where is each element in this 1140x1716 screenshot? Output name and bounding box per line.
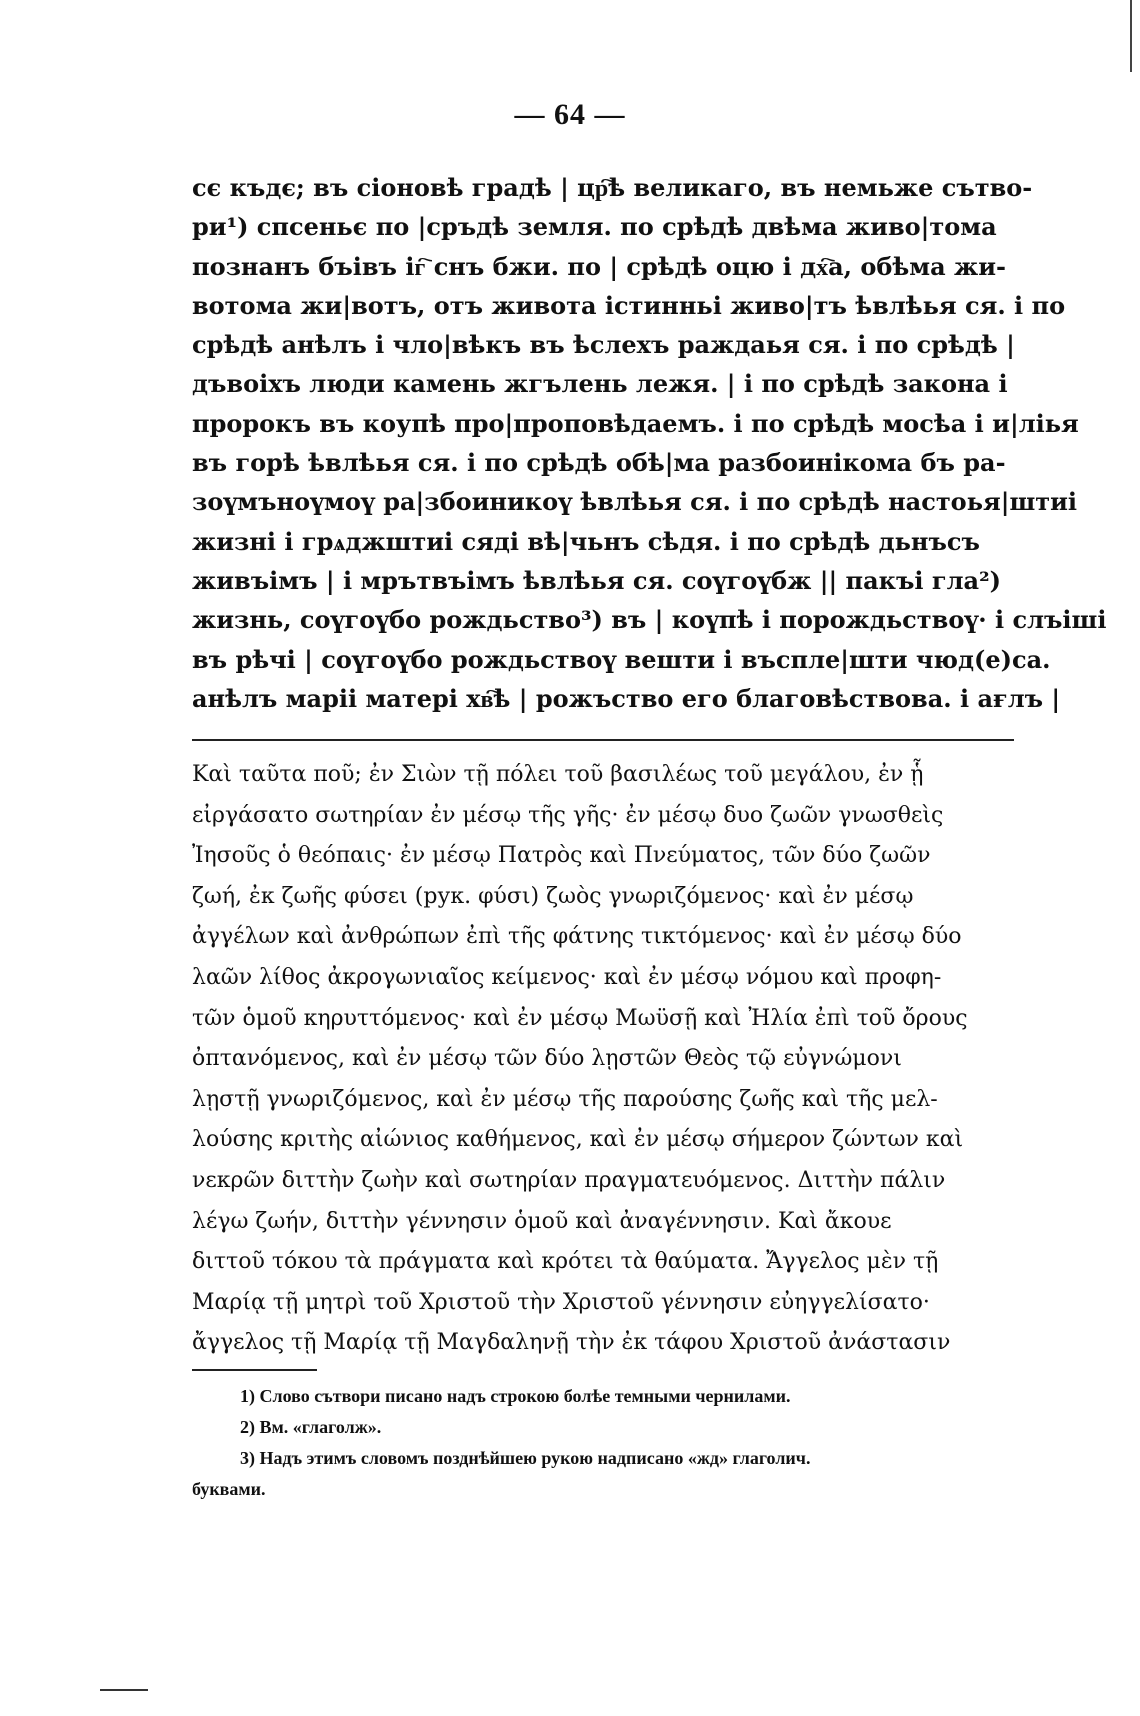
footnote-3: 3) Надъ этимъ словомъ позднѣйшею рукою надписано «жд» глаголич. bbox=[240, 1448, 811, 1468]
greek-line: Καὶ ταῦτα ποῦ; ἐν Σιὼν τῇ πόλει τοῦ βασιλέως τοῦ μεγάλου, ἐν ᾗ bbox=[192, 762, 924, 787]
greek-line: λέγω ζωήν, διττὴν γέννησιν ὁμοῦ καὶ ἀναγέννησιν. Καὶ ἄκουε bbox=[192, 1208, 892, 1234]
slavonic-line: въ рѣчі | соүгоүбо рождьствоү вешти і въспле|шти чюд(е)са. bbox=[192, 644, 1051, 674]
slavonic-line: въ горѣ ѣвлѣья ся. і по срѣдѣ обѣ|ма разбоинікома бъ ра- bbox=[192, 448, 1006, 478]
greek-line: εἰργάσατο σωτηρίαν ἐν μέσῳ τῆς γῆς· ἐν μέσῳ δυο ζωῶν γνωσθεὶς bbox=[192, 802, 944, 828]
slavonic-line: зоүмъноүмоү ра|збоиникоү ѣвлѣья ся. і по срѣдѣ настоья|штиі bbox=[192, 487, 1078, 517]
greek-line: Μαρίᾳ τῇ μητρὶ τοῦ Χριστοῦ τὴν Χριστοῦ γέννησιν εὐηγγελίσατο· bbox=[192, 1289, 930, 1315]
greek-line: ὀπτανόμενος, καὶ ἐν μέσῳ τῶν δύο λῃστῶν Θεὸς τῷ εὐγνώμονι bbox=[192, 1046, 902, 1072]
footnotes bbox=[192, 1381, 1014, 1505]
footnote-rule bbox=[192, 1369, 317, 1371]
slavonic-line: сє къдє; въ сіоновѣ градѣ | цр҇ѣ великаго, въ немьже сътво- bbox=[192, 173, 1033, 202]
stray-mark bbox=[100, 1689, 148, 1691]
scan-edge-mark bbox=[1130, 0, 1132, 72]
section-divider bbox=[192, 739, 1014, 741]
slavonic-line: дъвоіхъ люди камень жгълень лежя. | і по срѣдѣ закона і bbox=[192, 369, 1008, 399]
greek-line: ἄγγελος τῇ Μαρίᾳ τῇ Μαγδαληνῇ τὴν ἐκ τάφου Χριστοῦ ἀνάστασιν bbox=[192, 1330, 951, 1356]
slavonic-line: познанъ бъівъ іг҇ снъ бжи. по | срѣдѣ оцю і дх҇а, обѣма жи- bbox=[192, 251, 1006, 281]
slavonic-line: срѣдѣ анѣлъ і чло|вѣкъ въ ѣслеxъ раждаья ся. і по срѣдѣ | bbox=[192, 330, 1015, 360]
footnote-3-continuation: буквами. bbox=[192, 1479, 266, 1499]
greek-line: διττοῦ τόκου τὰ πράγματα καὶ κρότει τὰ θαύματα. Ἄγγελος μὲν τῇ bbox=[192, 1249, 939, 1275]
greek-line: Ἰησοῦς ὁ θεόπαις· ἐν μέσῳ Πατρὸς καὶ Πνεύματος, τῶν δύο ζωῶν bbox=[192, 843, 931, 869]
greek-line: λαῶν λίθος ἀκρογωνιαῖος κείμενος· καὶ ἐν μέσῳ νόμου καὶ προφη- bbox=[192, 964, 942, 990]
slavonic-line: вотома жи|вотъ, отъ живота істинньі живо|тъ ѣвлѣья ся. і по bbox=[192, 290, 1066, 320]
greek-text-block bbox=[192, 755, 1014, 1364]
slavonic-text-block bbox=[192, 168, 1107, 718]
greek-line: ἀγγέλων καὶ ἀνθρώπων ἐπὶ τῆς φάτνης τικτόμενος· καὶ ἐν μέσῳ δύο bbox=[192, 924, 962, 950]
footnote-1: 1) Слово сътвори писано надъ строкою болѣе темными чернилами. bbox=[240, 1386, 791, 1406]
slavonic-line: анѣлъ маріі матері хв҇ѣ | рожъство его благовѣствова. і ағлъ | bbox=[192, 683, 1061, 713]
slavonic-line: жизні і грѧджштиі сяді вѣ|чьнъ сѣдя. і по срѣдѣ дьнъсъ bbox=[192, 526, 980, 556]
slavonic-line: ри¹) спсеньє по |сръдѣ земля. по срѣдѣ двѣма живо|тома bbox=[192, 212, 997, 242]
greek-line: τῶν ὁμοῦ κηρυττόμενος· καὶ ἐν μέσῳ Μωϋσῇ καὶ Ἠλία ἐπὶ τοῦ ὄρους bbox=[192, 1005, 968, 1031]
greek-line: λούσης κριτὴς αἰώνιος καθήμενος, καὶ ἐν μέσῳ σήμερον ζώντων καὶ bbox=[192, 1127, 964, 1153]
footnote-2: 2) Вм. «глаголж». bbox=[240, 1417, 382, 1437]
slavonic-line: жизнь, соүгоүбо рождьство³) въ | коүпѣ і порождьствоү· і слъіші bbox=[192, 605, 1107, 635]
page-number: — 64 — bbox=[514, 98, 626, 131]
greek-line: νεκρῶν διττὴν ζωὴν καὶ σωτηρίαν πραγματευόμενος. Διττὴν πάλιν bbox=[192, 1167, 946, 1193]
greek-line: ζωή, ἐκ ζωῆς φύσει (рук. φύσι) ζωὸς γνωριζόμενος· καὶ ἐν μέσῳ bbox=[192, 883, 914, 909]
greek-line: λῃστῇ γνωριζόμενος, καὶ ἐν μέσῳ τῆς παρούσης ζωῆς καὶ τῆς μελ- bbox=[192, 1086, 938, 1112]
slavonic-line: живъімъ | і мрътвъімъ ѣвлѣья ся. соүгоүбж || пакъі гла²) bbox=[192, 565, 1001, 595]
slavonic-line: пророкъ въ коупѣ про|проповѣдаемъ. і по срѣдѣ мосѣа і и|ліья bbox=[192, 408, 1079, 438]
